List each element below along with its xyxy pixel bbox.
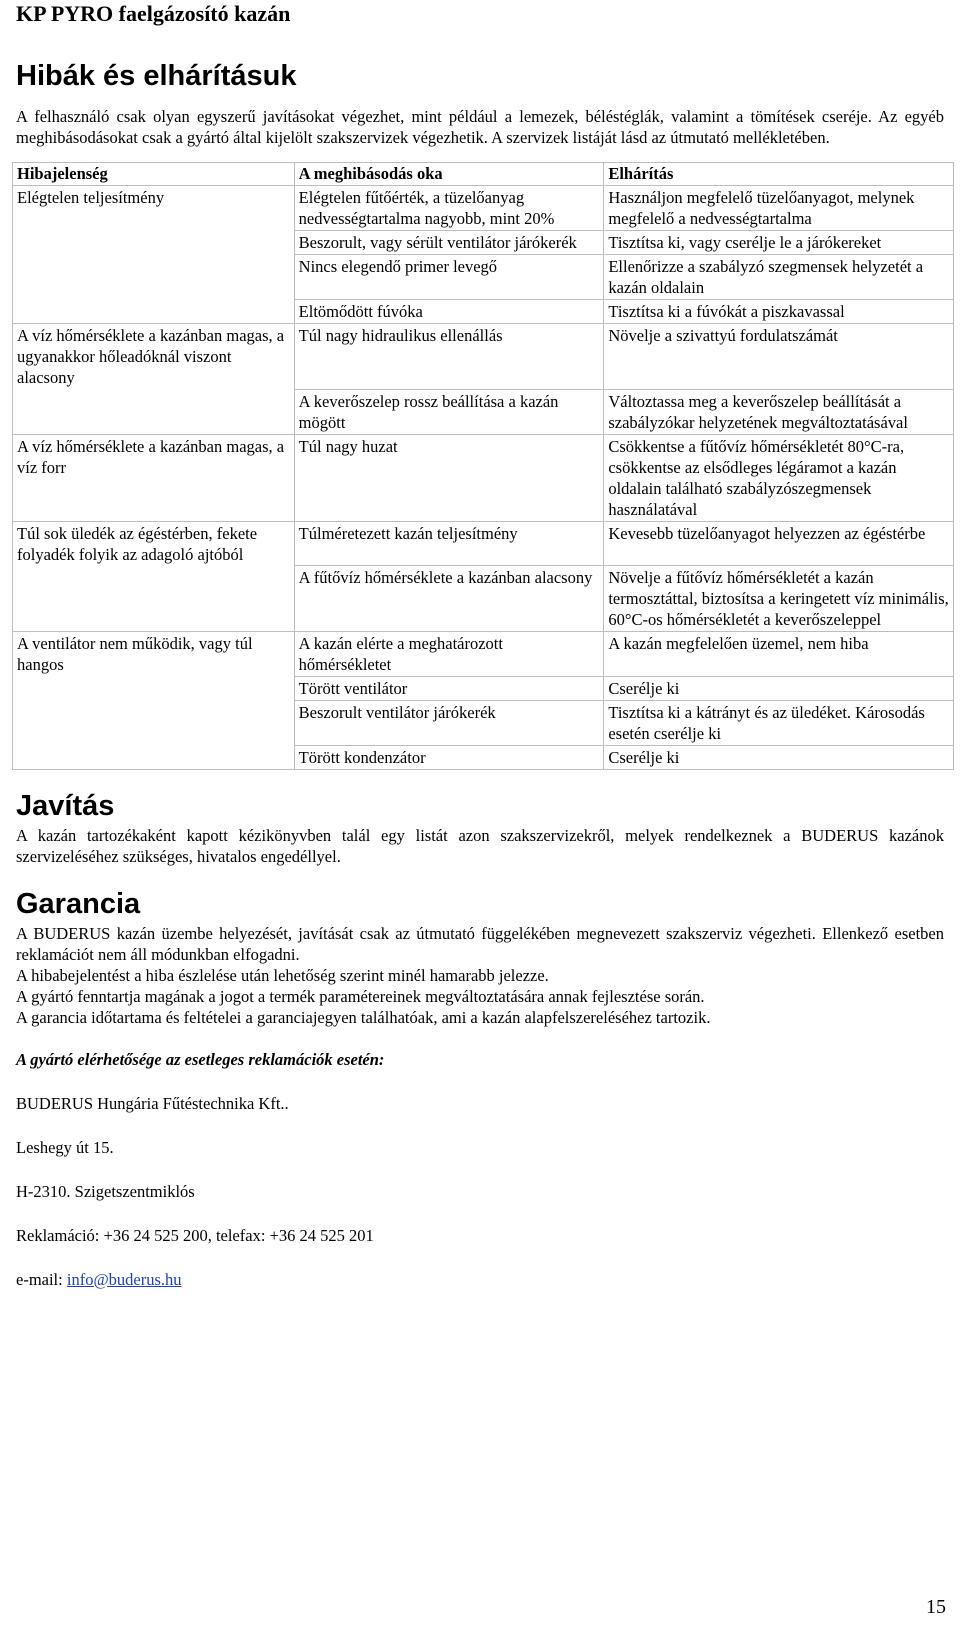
symptom-cell: Elégtelen teljesítmény [13, 186, 295, 231]
fix-cell: A kazán megfelelően üzemel, nem hiba [604, 632, 954, 677]
table-row [13, 186, 954, 231]
page-number: 15 [926, 1596, 946, 1618]
fix-cell: Csökkentse a fűtővíz hőmérsékletét 80°C-ra, csökkentse az elsődleges légáramot a kazán oldalain található szabályzószegmensek használatával [604, 434, 954, 521]
email-link[interactable]: info@buderus.hu [66, 1270, 182, 1289]
faults-table-body [13, 186, 954, 770]
table-row [13, 389, 954, 434]
repair-heading: Javítás [16, 790, 115, 822]
fix-cell: Tisztítsa ki a fúvókát a piszkavassal [604, 300, 954, 324]
cause-cell: Túlméretezett kazán teljesítmény [294, 521, 604, 566]
fix-cell: Növelje a szivattyú fordulatszámát [604, 324, 954, 390]
fix-cell: Használjon megfelelő tüzelőanyagot, melynek megfelelő a nedvességtartalma [604, 186, 954, 231]
fix-cell: Cserélje ki [604, 746, 954, 770]
symptom-cell-empty [13, 300, 295, 324]
contact-phones: Reklamáció: +36 24 525 200, telefax: +36 24 525 201 [16, 1226, 374, 1245]
symptom-cell-empty [13, 701, 295, 746]
contact-street: Leshegy út 15. [16, 1138, 114, 1157]
table-row [13, 255, 954, 300]
table-row [13, 434, 954, 521]
contact-heading: A gyártó elérhetősége az esetleges reklamációk esetén: [16, 1050, 385, 1069]
symptom-cell: A víz hőmérséklete a kazánban magas, a víz forr [13, 434, 295, 521]
cause-cell: Nincs elegendő primer levegő [294, 255, 604, 300]
symptom-cell-empty [13, 677, 295, 701]
warranty-text: A BUDERUS kazán üzembe helyezését, javítását csak az útmutató függelékében megnevezett szakszerviz végezheti. Ellenkező esetben reklamációt nem áll módunkban elfogadni. [16, 924, 944, 964]
faults-table-header [13, 163, 954, 186]
fix-cell: Kevesebb tüzelőanyagot helyezzen az égéstérbe [604, 521, 954, 566]
cause-cell: A fűtővíz hőmérséklete a kazánban alacsony [294, 566, 604, 632]
table-row [13, 231, 954, 255]
table-row [13, 521, 954, 566]
column-header-fix: Elhárítás [604, 163, 954, 186]
document-page [16, 0, 949, 1290]
table-row [13, 324, 954, 390]
contact-company: BUDERUS Hungária Fűtéstechnika Kft.. [16, 1094, 289, 1113]
symptom-cell-empty [13, 566, 295, 632]
warranty-line: A gyártó fenntartja magának a jogot a termék paramétereinek megváltoztatására annak fejlesztése során. [16, 987, 705, 1006]
faults-table [12, 162, 954, 770]
warranty-heading: Garancia [16, 888, 141, 920]
table-row [13, 300, 954, 324]
column-header-cause: A meghibásodás oka [294, 163, 604, 186]
column-header-symptom: Hibajelenség [13, 163, 295, 186]
cause-cell: Eltömődött fúvóka [294, 300, 604, 324]
table-row [13, 677, 954, 701]
symptom-cell: A víz hőmérséklete a kazánban magas, a ugyanakkor hőleadóknál viszont alacsony [13, 324, 295, 390]
cause-cell: Beszorult, vagy sérült ventilátor járókerék [294, 231, 604, 255]
contact-city: H-2310. Szigetszentmiklós [16, 1182, 195, 1201]
fix-cell: Növelje a fűtővíz hőmérsékletét a kazán termosztáttal, biztosítsa a keringetett víz minimális, 60°C-os hőmérsékletét a keverőszeleppel [604, 566, 954, 632]
warranty-line: A hibabejelentést a hiba észlelése után lehetőség szerint minél hamarabb jelezze. [16, 966, 549, 985]
cause-cell: Elégtelen fűtőérték, a tüzelőanyag nedvességtartalma nagyobb, mint 20% [294, 186, 604, 231]
cause-cell: Törött kondenzátor [294, 746, 604, 770]
symptom-cell: Túl sok üledék az égéstérben, fekete folyadék folyik az adagoló ajtóból [13, 521, 295, 566]
symptom-cell-empty [13, 231, 295, 255]
fix-cell: Változtassa meg a keverőszelep beállítását a szabályzókar helyzetének megváltoztatásával [604, 389, 954, 434]
cause-cell: Törött ventilátor [294, 677, 604, 701]
cause-cell: Túl nagy huzat [294, 434, 604, 521]
table-row [13, 632, 954, 677]
faults-heading: Hibák és elhárításuk [16, 60, 297, 92]
fix-cell: Cserélje ki [604, 677, 954, 701]
cause-cell: A keverőszelep rossz beállítása a kazán mögött [294, 389, 604, 434]
cause-cell: Túl nagy hidraulikus ellenállás [294, 324, 604, 390]
cause-cell: A kazán elérte a meghatározott hőmérsékletet [294, 632, 604, 677]
fix-cell: Tisztítsa ki a kátrányt és az üledéket. Károsodás esetén cserélje ki [604, 701, 954, 746]
symptom-cell-empty [13, 255, 295, 300]
email-label: e-mail: [16, 1270, 67, 1289]
faults-intro: A felhasználó csak olyan egyszerű javításokat végezhet, mint például a lemezek, béléstéglák, valamint a tömítések cseréje. Az egyéb meghibásodásokat csak a gyártó által kijelölt szakszervizek végezhetik. A szervizek listáját lásd az útmutató mellékletében. [16, 107, 944, 147]
symptom-cell: A ventilátor nem működik, vagy túl hangos [13, 632, 295, 677]
cause-cell: Beszorult ventilátor járókerék [294, 701, 604, 746]
contact-email-line [16, 1269, 946, 1290]
document-title: KP PYRO faelgázosító kazán [16, 1, 291, 26]
table-row [13, 746, 954, 770]
symptom-cell-empty [13, 746, 295, 770]
warranty-line: A garancia időtartama és feltételei a garanciajegyen találhatóak, ami a kazán alapfelszereléséhez tartozik. [16, 1008, 711, 1027]
table-row [13, 566, 954, 632]
repair-text: A kazán tartozékaként kapott kézikönyvben talál egy listát azon szakszervizekről, melyek rendelkeznek a BUDERUS kazánok szervizeléséhez szükséges, hivatalos engedéllyel. [16, 826, 944, 866]
table-row [13, 701, 954, 746]
symptom-cell-empty [13, 389, 295, 434]
fix-cell: Ellenőrizze a szabályzó szegmensek helyzetét a kazán oldalain [604, 255, 954, 300]
fix-cell: Tisztítsa ki, vagy cserélje le a járókereket [604, 231, 954, 255]
